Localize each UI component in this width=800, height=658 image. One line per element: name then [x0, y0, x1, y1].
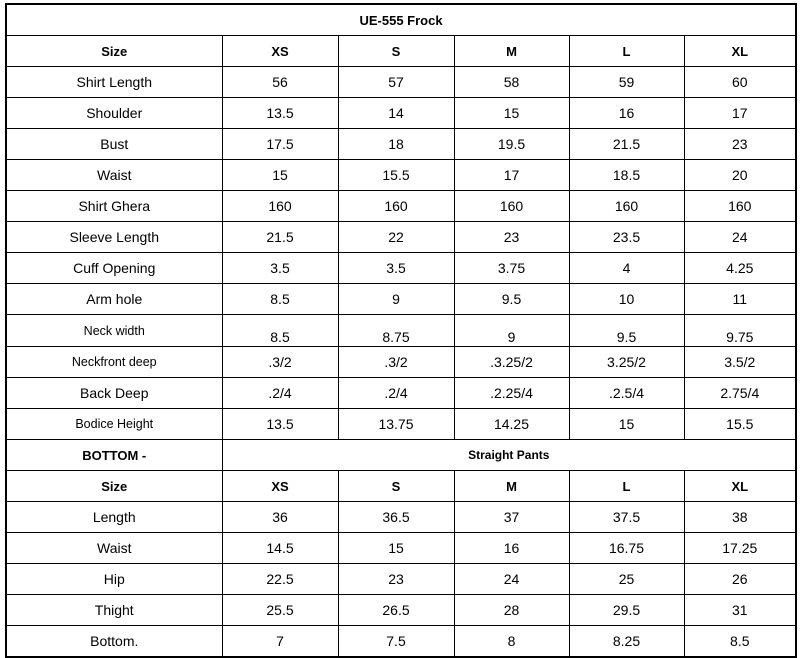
measurement-value: 56 — [222, 67, 338, 98]
measurement-label: Shirt Length — [6, 67, 222, 98]
measurement-value: 15.5 — [338, 160, 454, 191]
bottom-size-l: L — [569, 471, 684, 502]
measurement-row — [6, 564, 796, 595]
measurement-value: 11 — [684, 284, 796, 315]
measurement-value: 9 — [454, 315, 569, 347]
measurement-value: .3.25/2 — [454, 347, 569, 378]
measurement-row — [6, 284, 796, 315]
measurement-value: 16 — [454, 533, 569, 564]
measurement-value: 8.75 — [338, 315, 454, 347]
measurement-value: 37 — [454, 502, 569, 533]
measurement-value: 59 — [569, 67, 684, 98]
measurement-value: 20 — [684, 160, 796, 191]
measurement-label: Length — [6, 502, 222, 533]
measurement-row — [6, 98, 796, 129]
measurement-value: 15 — [569, 409, 684, 440]
measurement-value: 22 — [338, 222, 454, 253]
measurement-label: Arm hole — [6, 284, 222, 315]
measurement-label: Shirt Ghera — [6, 191, 222, 222]
measurement-label: Bust — [6, 129, 222, 160]
measurement-row — [6, 67, 796, 98]
measurement-value: 4 — [569, 253, 684, 284]
measurement-value: 8 — [454, 626, 569, 658]
measurement-value: 9.75 — [684, 315, 796, 347]
measurement-value: 160 — [338, 191, 454, 222]
measurement-value: 23 — [684, 129, 796, 160]
measurement-value: 3.75 — [454, 253, 569, 284]
measurement-value: 18.5 — [569, 160, 684, 191]
measurement-value: 8.5 — [222, 284, 338, 315]
measurement-value: 15 — [222, 160, 338, 191]
measurement-value: 160 — [454, 191, 569, 222]
measurement-value: 4.25 — [684, 253, 796, 284]
measurement-value: 14.5 — [222, 533, 338, 564]
measurement-value: 25 — [569, 564, 684, 595]
measurement-value: 57 — [338, 67, 454, 98]
measurement-value: 9 — [338, 284, 454, 315]
measurement-value: 23.5 — [569, 222, 684, 253]
measurement-value: 15 — [454, 98, 569, 129]
measurement-value: 23 — [454, 222, 569, 253]
measurement-value: .2.5/4 — [569, 378, 684, 409]
measurement-value: .3/2 — [338, 347, 454, 378]
measurement-value: 37.5 — [569, 502, 684, 533]
measurement-value: 17 — [454, 160, 569, 191]
measurement-value: 2.75/4 — [684, 378, 796, 409]
top-size-header-row — [6, 36, 796, 67]
measurement-value: 3.5 — [338, 253, 454, 284]
bottom-size-xs: XS — [222, 471, 338, 502]
bottom-section-label: BOTTOM - — [6, 440, 222, 471]
measurement-label: Hip — [6, 564, 222, 595]
measurement-value: 15.5 — [684, 409, 796, 440]
measurement-value: 15 — [338, 533, 454, 564]
measurement-value: 7.5 — [338, 626, 454, 658]
chart-title: UE-555 Frock — [6, 4, 796, 36]
measurement-label: Waist — [6, 160, 222, 191]
measurement-label: Neck width — [6, 315, 222, 347]
top-size-label: Size — [6, 36, 222, 67]
measurement-label: Back Deep — [6, 378, 222, 409]
measurement-value: 8.5 — [222, 315, 338, 347]
top-size-xl: XL — [684, 36, 796, 67]
measurement-value: 3.5 — [222, 253, 338, 284]
measurement-value: .2.25/4 — [454, 378, 569, 409]
measurement-value: 24 — [684, 222, 796, 253]
measurement-value: 21.5 — [569, 129, 684, 160]
measurement-value: 21.5 — [222, 222, 338, 253]
measurement-label: Bottom. — [6, 626, 222, 658]
measurement-row — [6, 409, 796, 440]
measurement-value: 17.5 — [222, 129, 338, 160]
measurement-value: 9.5 — [454, 284, 569, 315]
measurement-row — [6, 160, 796, 191]
measurement-value: 29.5 — [569, 595, 684, 626]
measurement-value: 36 — [222, 502, 338, 533]
measurement-value: 22.5 — [222, 564, 338, 595]
measurement-label: Thight — [6, 595, 222, 626]
measurement-row — [6, 626, 796, 658]
top-size-xs: XS — [222, 36, 338, 67]
measurement-value: 23 — [338, 564, 454, 595]
measurement-row — [6, 191, 796, 222]
measurement-value: 26.5 — [338, 595, 454, 626]
measurement-value: 60 — [684, 67, 796, 98]
measurement-row — [6, 347, 796, 378]
measurement-label: Bodice Height — [6, 409, 222, 440]
measurement-value: 7 — [222, 626, 338, 658]
measurement-label: Shoulder — [6, 98, 222, 129]
measurement-value: 31 — [684, 595, 796, 626]
measurement-label: Sleeve Length — [6, 222, 222, 253]
measurement-label: Neckfront deep — [6, 347, 222, 378]
measurement-value: .2/4 — [222, 378, 338, 409]
measurement-value: 28 — [454, 595, 569, 626]
measurement-row — [6, 222, 796, 253]
measurement-value: 26 — [684, 564, 796, 595]
measurement-row — [6, 533, 796, 564]
measurement-label: Waist — [6, 533, 222, 564]
measurement-value: 17 — [684, 98, 796, 129]
bottom-size-m: M — [454, 471, 569, 502]
measurement-value: 38 — [684, 502, 796, 533]
measurement-value: .3/2 — [222, 347, 338, 378]
measurement-value: 16 — [569, 98, 684, 129]
measurement-value: 16.75 — [569, 533, 684, 564]
measurement-value: 18 — [338, 129, 454, 160]
bottom-style-label: Straight Pants — [222, 440, 796, 471]
measurement-value: 13.5 — [222, 98, 338, 129]
measurement-label: Cuff Opening — [6, 253, 222, 284]
measurement-row — [6, 129, 796, 160]
measurement-value: 13.75 — [338, 409, 454, 440]
top-size-l: L — [569, 36, 684, 67]
measurement-value: 8.5 — [684, 626, 796, 658]
measurement-value: 14.25 — [454, 409, 569, 440]
measurement-row — [6, 502, 796, 533]
measurement-value: 160 — [569, 191, 684, 222]
measurement-value: 3.25/2 — [569, 347, 684, 378]
measurement-value: 9.5 — [569, 315, 684, 347]
measurement-row — [6, 378, 796, 409]
measurement-value: 36.5 — [338, 502, 454, 533]
bottom-section-row — [6, 440, 796, 471]
measurement-value: 8.25 — [569, 626, 684, 658]
measurement-value: .2/4 — [338, 378, 454, 409]
measurement-value: 24 — [454, 564, 569, 595]
measurement-row — [6, 595, 796, 626]
title-row — [6, 4, 796, 36]
measurement-value: 25.5 — [222, 595, 338, 626]
measurement-value: 10 — [569, 284, 684, 315]
top-size-m: M — [454, 36, 569, 67]
bottom-size-header-row — [6, 471, 796, 502]
measurement-value: 3.5/2 — [684, 347, 796, 378]
measurement-value: 17.25 — [684, 533, 796, 564]
size-chart-body — [6, 4, 796, 657]
bottom-size-s: S — [338, 471, 454, 502]
measurement-row — [6, 253, 796, 284]
measurement-value: 160 — [222, 191, 338, 222]
measurement-value: 19.5 — [454, 129, 569, 160]
measurement-value: 160 — [684, 191, 796, 222]
measurement-value: 14 — [338, 98, 454, 129]
measurement-row — [6, 315, 796, 347]
top-size-s: S — [338, 36, 454, 67]
size-chart-table — [5, 3, 797, 658]
measurement-value: 58 — [454, 67, 569, 98]
bottom-size-xl: XL — [684, 471, 796, 502]
measurement-value: 13.5 — [222, 409, 338, 440]
bottom-size-label: Size — [6, 471, 222, 502]
